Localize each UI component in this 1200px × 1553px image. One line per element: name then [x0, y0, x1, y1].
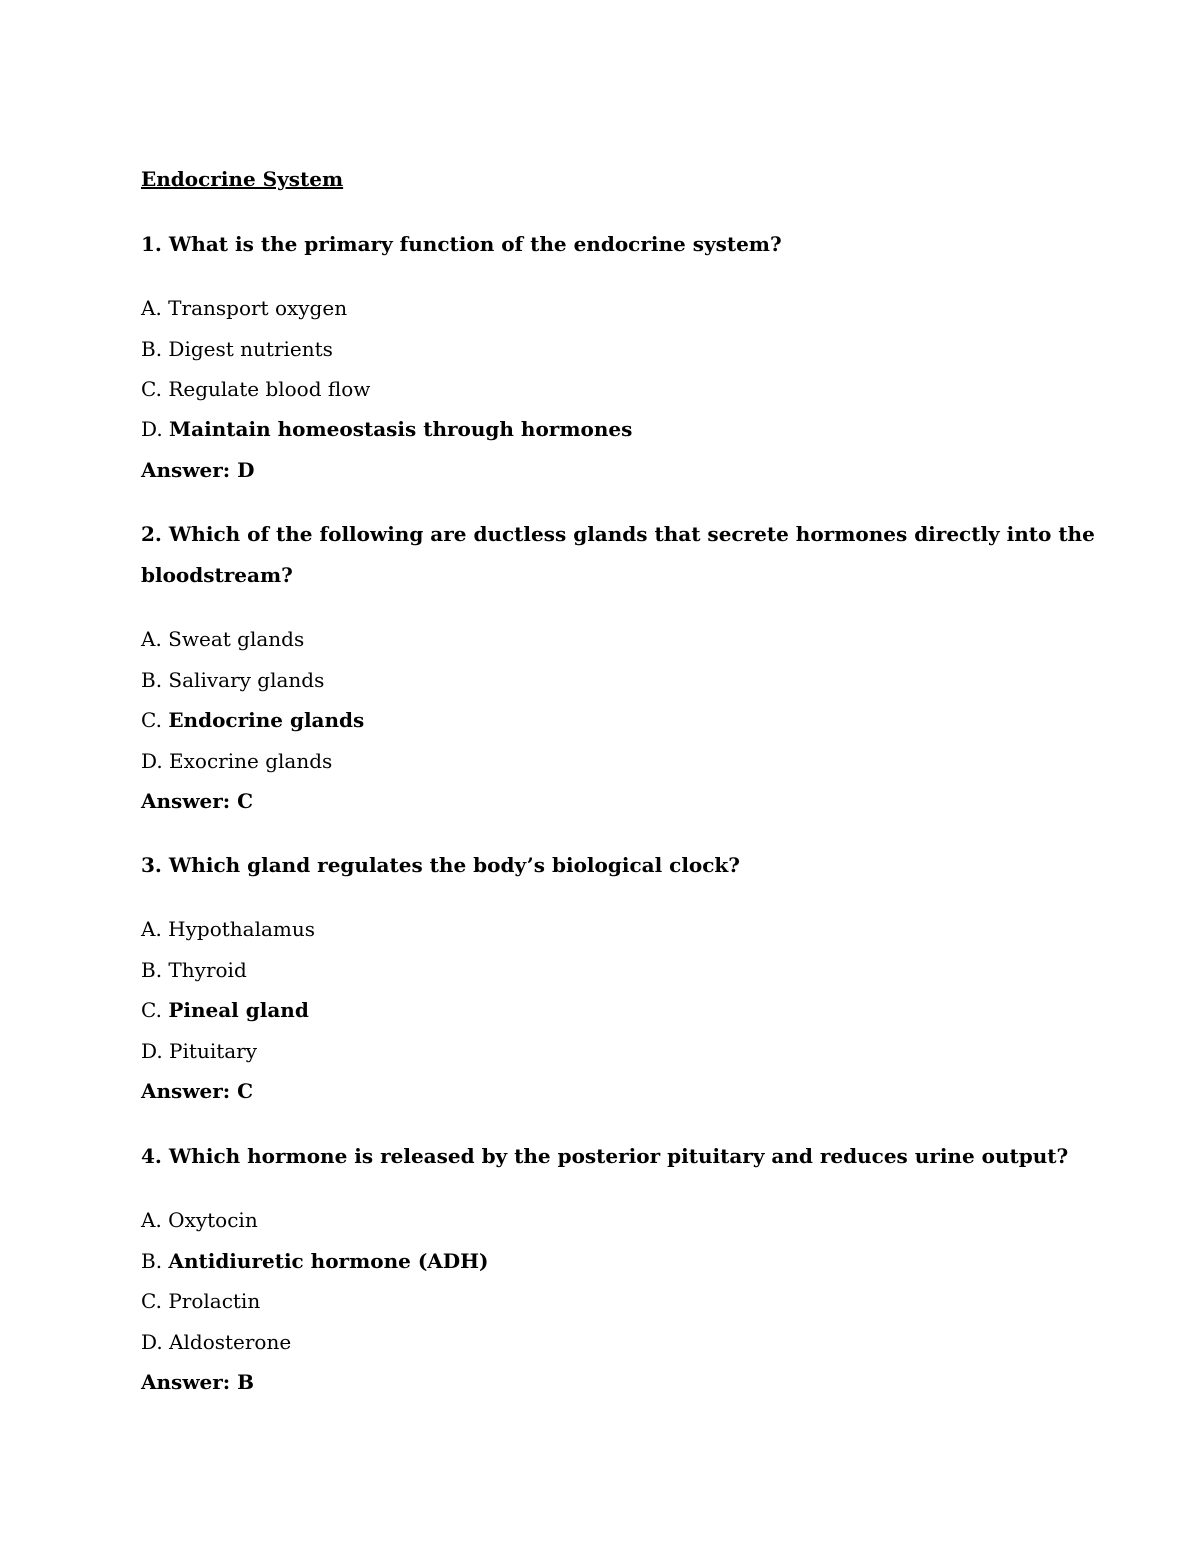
- option-text: Regulate blood flow: [168, 377, 371, 401]
- q4-option-b: [141, 1248, 489, 1274]
- option-letter: D.: [141, 749, 170, 773]
- q1-option-a: [141, 295, 347, 321]
- q2-answer: Answer: C: [141, 789, 254, 813]
- q3-answer: Answer: C: [141, 1079, 254, 1103]
- option-letter: C.: [141, 1289, 169, 1313]
- option-text-correct: Endocrine glands: [168, 708, 365, 732]
- q3-option-a: [141, 916, 315, 942]
- option-text: Thyroid: [168, 958, 247, 982]
- option-letter: B.: [141, 337, 169, 361]
- question-2-continued: bloodstream?: [141, 563, 293, 587]
- q3-option-b: [141, 957, 247, 983]
- q2-option-b: [141, 667, 324, 693]
- q4-option-c: [141, 1288, 260, 1314]
- q1-answer: Answer: D: [141, 458, 255, 482]
- option-text: Sweat glands: [168, 627, 305, 651]
- option-letter: A.: [141, 1208, 169, 1232]
- option-letter: B.: [141, 668, 169, 692]
- q4-answer: Answer: B: [141, 1370, 255, 1394]
- option-text-correct: Pineal gland: [168, 998, 309, 1022]
- q1-option-d: [141, 416, 632, 442]
- option-text: Aldosterone: [169, 1330, 292, 1354]
- option-letter: A.: [141, 627, 169, 651]
- question-2: 2. Which of the following are ductless glands that secrete hormones directly into the: [141, 522, 1095, 546]
- q4-option-a: [141, 1207, 258, 1233]
- option-letter: C.: [141, 708, 169, 732]
- option-letter: D.: [141, 417, 170, 441]
- option-letter: A.: [141, 296, 169, 320]
- option-text: Pituitary: [169, 1039, 258, 1063]
- question-1: 1. What is the primary function of the endocrine system?: [141, 232, 782, 256]
- question-4: 4. Which hormone is released by the posterior pituitary and reduces urine output?: [141, 1144, 1069, 1168]
- option-text-correct: Antidiuretic hormone (ADH): [168, 1249, 489, 1273]
- q2-option-d: [141, 748, 332, 774]
- option-letter: C.: [141, 998, 169, 1022]
- option-text-correct: Maintain homeostasis through hormones: [169, 417, 633, 441]
- option-text: Prolactin: [168, 1289, 261, 1313]
- document-title: Endocrine System: [141, 167, 344, 191]
- option-letter: A.: [141, 917, 169, 941]
- option-text: Digest nutrients: [168, 337, 333, 361]
- option-text: Salivary glands: [168, 668, 325, 692]
- option-text: Exocrine glands: [169, 749, 333, 773]
- option-letter: D.: [141, 1330, 170, 1354]
- q3-option-d: [141, 1038, 257, 1064]
- option-letter: C.: [141, 377, 169, 401]
- q3-option-c: [141, 997, 309, 1023]
- option-letter: D.: [141, 1039, 170, 1063]
- q2-option-a: [141, 626, 304, 652]
- option-text: Transport oxygen: [168, 296, 348, 320]
- option-letter: B.: [141, 958, 169, 982]
- option-letter: B.: [141, 1249, 169, 1273]
- q1-option-c: [141, 376, 370, 402]
- option-text: Oxytocin: [168, 1208, 258, 1232]
- q2-option-c: [141, 707, 364, 733]
- q4-option-d: [141, 1329, 291, 1355]
- option-text: Hypothalamus: [168, 917, 316, 941]
- q1-option-b: [141, 336, 333, 362]
- question-3: 3. Which gland regulates the body’s biological clock?: [141, 853, 741, 877]
